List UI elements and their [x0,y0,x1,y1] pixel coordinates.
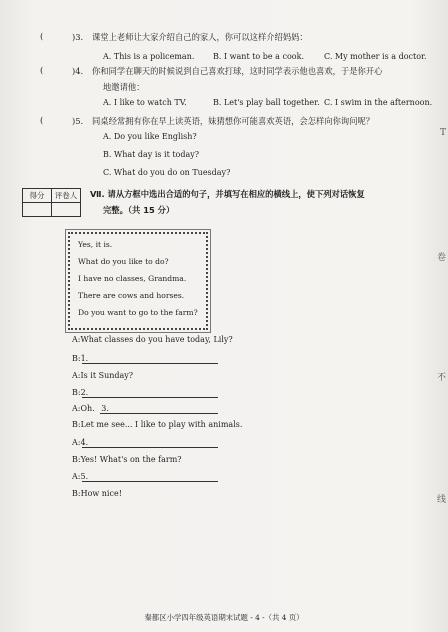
dialogue-line-8: B:Yes! What's on the farm? [72,455,182,464]
speaker: A [72,371,78,380]
speaker: A [72,438,78,447]
answer-blank-3[interactable] [100,413,218,414]
line-text: How nice! [80,489,122,498]
dialogue-line-10: B:How nice! [72,489,122,498]
question-number-q3: )3. [72,32,84,42]
question-stem-q5: 同桌经常拥有你在早上读英语，妹猜想你可能喜欢英语，会怎样向你询问呢？ [92,116,375,126]
dialogue-line-3: A:Is it Sunday? [72,371,134,380]
blank-number: 4. [80,438,89,447]
option-sentence-3: I have no classes, Grandma. [78,274,187,283]
margin-mark-3: 不 [436,373,446,383]
line-text: Let me see... I like to play with animals. [80,420,243,429]
speaker: B [72,388,78,397]
margin-mark-2: 卷 [436,253,446,263]
section-title: Ⅶ. 请从方框中选出合适的句子，并填写在相应的横线上，使下列对话恢复 [90,189,365,199]
option-b-q4: B. Let's play ball together. [213,98,320,107]
option-a-q4: A. I like to watch TV. [103,98,187,107]
option-b-q3: B. I want to be a cook. [213,52,304,61]
option-a-q5: A. Do you like English? [103,132,197,141]
line-text: What classes do you have today, Lily? [80,335,233,344]
option-sentence-2: What do you like to do? [78,257,169,266]
answer-blank-4[interactable] [82,447,218,448]
score-cell [23,203,52,217]
blank-number: 2. [80,388,89,397]
option-sentence-1: Yes, it is. [78,240,113,249]
option-sentence-5: Do you want to go to the farm? [78,308,198,317]
line-text: Yes! What's on the farm? [80,455,182,464]
option-b-q5: B. What day is it today? [103,150,200,159]
grader-cell [52,203,81,217]
speaker: A [72,335,78,344]
dialogue-line-7: A:4. [72,438,89,447]
answer-blank-2[interactable] [82,397,218,398]
page-footer: 秦都区小学四年级英语期末试题 - 4 -（共 4 页） [144,613,304,622]
margin-mark-4: 线 [436,495,446,505]
dialogue-line-2: B:1. [72,354,89,363]
score-header: 得分 [23,189,52,203]
answer-paren-q3: ( [40,32,44,42]
dialogue-line-4: B:2. [72,388,89,397]
answer-paren-q4: ( [40,66,44,76]
option-c-q4: C. I swim in the afternoon. [324,98,433,107]
grader-header: 评卷人 [52,189,81,203]
question-number-q5: )5. [72,116,84,126]
score-table [22,188,81,217]
speaker: B [72,489,78,498]
question-stem-q3: 课堂上老师让大家介绍自己的家人，你可以这样介绍妈妈： [92,32,308,42]
blank-number: 3. [101,404,109,413]
option-sentence-4: There are cows and horses. [78,291,185,300]
answer-blank-1[interactable] [82,363,218,364]
dialogue-line-1: A:What classes do you have today, Lily? [72,335,233,344]
dialogue-line-9: A:5. [72,472,89,481]
option-c-q5: C. What do you do on Tuesday? [103,168,231,177]
speaker: A [72,472,78,481]
answer-blank-5[interactable] [82,481,218,482]
margin-mark-1: T [439,128,446,138]
speaker: B [72,354,78,363]
dialogue-line-6: B:Let me see... I like to play with animals. [72,420,243,429]
speaker: B [72,420,78,429]
speaker: B [72,455,78,464]
answer-paren-q5: ( [40,116,44,126]
question-stem-q4-cont: 地邀请他： [103,82,145,92]
question-number-q4: )4. [72,66,84,76]
section-title-cont: 完整。（共 15 分） [103,205,175,215]
options-box [68,232,208,330]
line-text: Oh. [80,404,95,413]
blank-number: 1. [80,354,89,363]
question-stem-q4: 你和同学在聊天的时候说到自己喜欢打球，这时同学表示他也喜欢，于是你开心 [92,66,383,76]
line-text: Is it Sunday? [80,371,134,380]
option-a-q3: A. This is a policeman. [103,52,195,61]
dialogue-line-5: A:Oh. 3. [72,404,109,413]
speaker: A [72,404,78,413]
option-c-q3: C. My mother is a doctor. [324,52,427,61]
blank-number: 5. [80,472,89,481]
